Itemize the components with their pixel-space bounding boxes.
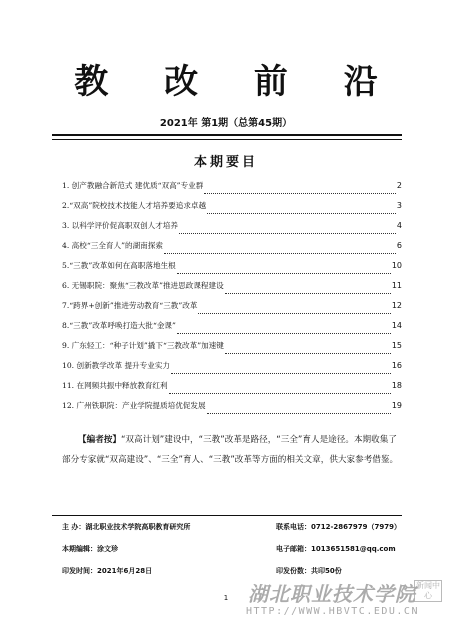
editor-note [62,430,404,470]
toc-item-text: 2.“双高”院校技术技能人才培养要追求卓越 [62,201,207,210]
page-number: 1 [223,594,229,602]
toc-item-page: 14 [391,321,402,330]
toc-item[interactable] [62,240,402,260]
toc-leader-dots [204,187,396,194]
toc-item-text: 6. 无锡职院：聚焦“三教改革”推进思政课程建设 [62,281,224,290]
watermark-college-name: 湖北职业技术学院 [248,582,416,606]
toc-item-text: 10. 创新教学改革 提升专业实力 [62,361,171,370]
toc-item-text: 3. 以科学评价促高职双创人才培养 [62,221,178,230]
toc-item-page: 19 [391,401,402,410]
toc-item-page: 16 [391,361,402,370]
contact-phone: 联系电话：0712-2867979（7979） [276,523,401,531]
toc-leader-dots [164,247,396,254]
toc-item[interactable] [62,280,402,300]
toc-item[interactable] [62,220,402,240]
toc-item[interactable] [62,380,402,400]
toc-item-text: 8.“三教”改革呼唤打造大批“金课” [62,321,176,330]
editor-note-lead: 【编者按】 [78,435,121,445]
toc-item-page: 11 [391,281,402,290]
watermark-news-center: 新闻中心 [416,581,440,600]
toc-item-page: 18 [391,381,402,390]
toc-item[interactable] [62,320,402,340]
toc-leader-dots [179,227,396,234]
toc-item-text: 1. 创产教融合新范式 建优质“双高”专业群 [62,181,204,190]
toc-item-text: 11. 在网频共振中释放教育红利 [62,381,168,390]
toc-leader-dots [225,287,391,294]
toc-item-text: 5.“三教”改革如何在高职落地生根 [62,261,176,270]
toc-item[interactable] [62,340,402,360]
table-of-contents [62,180,402,420]
toc-item-page: 12 [391,301,402,310]
toc-item[interactable] [62,400,402,420]
toc-item[interactable] [62,360,402,380]
issue-editor: 本期编辑：涂文珍 [62,545,118,553]
double-rule-divider [52,134,402,140]
toc-item-page: 3 [396,201,402,210]
toc-item[interactable] [62,260,402,280]
toc-leader-dots [225,347,391,354]
toc-leader-dots [207,207,396,214]
toc-leader-dots [177,327,391,334]
contact-email: 电子邮箱：1013651581@qq.com [276,545,396,553]
toc-leader-dots [177,267,391,274]
toc-item-page: 10 [391,261,402,270]
toc-item-text: 4. 高校“三全育人”的湖南探索 [62,241,163,250]
watermark-logo [246,578,446,632]
toc-item-page: 4 [396,221,402,230]
issue-line: 2021年 第1期（总第45期） [159,118,293,129]
toc-item-page: 6 [396,241,402,250]
toc-leader-dots [207,407,391,414]
toc-leader-dots [169,387,391,394]
newsletter-title: 教 改 前 沿 [74,62,400,102]
toc-item[interactable] [62,180,402,200]
footer-divider [52,515,402,516]
toc-leader-dots [198,307,390,314]
print-date: 印发时间：2021年6月28日 [62,567,153,575]
watermark-url: HTTP://WWW.HBVTC.EDU.CN [246,606,419,617]
print-copies: 印发份数：共印50份 [276,567,342,575]
toc-item-page: 2 [396,181,402,190]
toc-item-text: 9. 广东轻工：“种子计划”撬下“三教改革”加速键 [62,341,224,350]
toc-heading: 本期要目 [193,155,258,170]
toc-leader-dots [171,367,391,374]
host-organization: 主 办：湖北职业技术学院高职教育研究所 [62,523,191,531]
toc-item[interactable] [62,200,402,220]
toc-item[interactable] [62,300,402,320]
toc-item-page: 15 [391,341,402,350]
editor-note-body: “双高计划”建设中，“三教”改革是路径，“三全”育人是途径。本期收集了部分专家就“双高建设”、“三全”育人、“三教”改革等方面的相关文章，供大家参考借鉴。 [62,435,399,465]
toc-item-text: 12. 广州铁职院：产业学院提质培优促发展 [62,401,206,410]
toc-item-text: 7.“跨界+创新”推进劳动教育“三教”改革 [62,301,198,310]
